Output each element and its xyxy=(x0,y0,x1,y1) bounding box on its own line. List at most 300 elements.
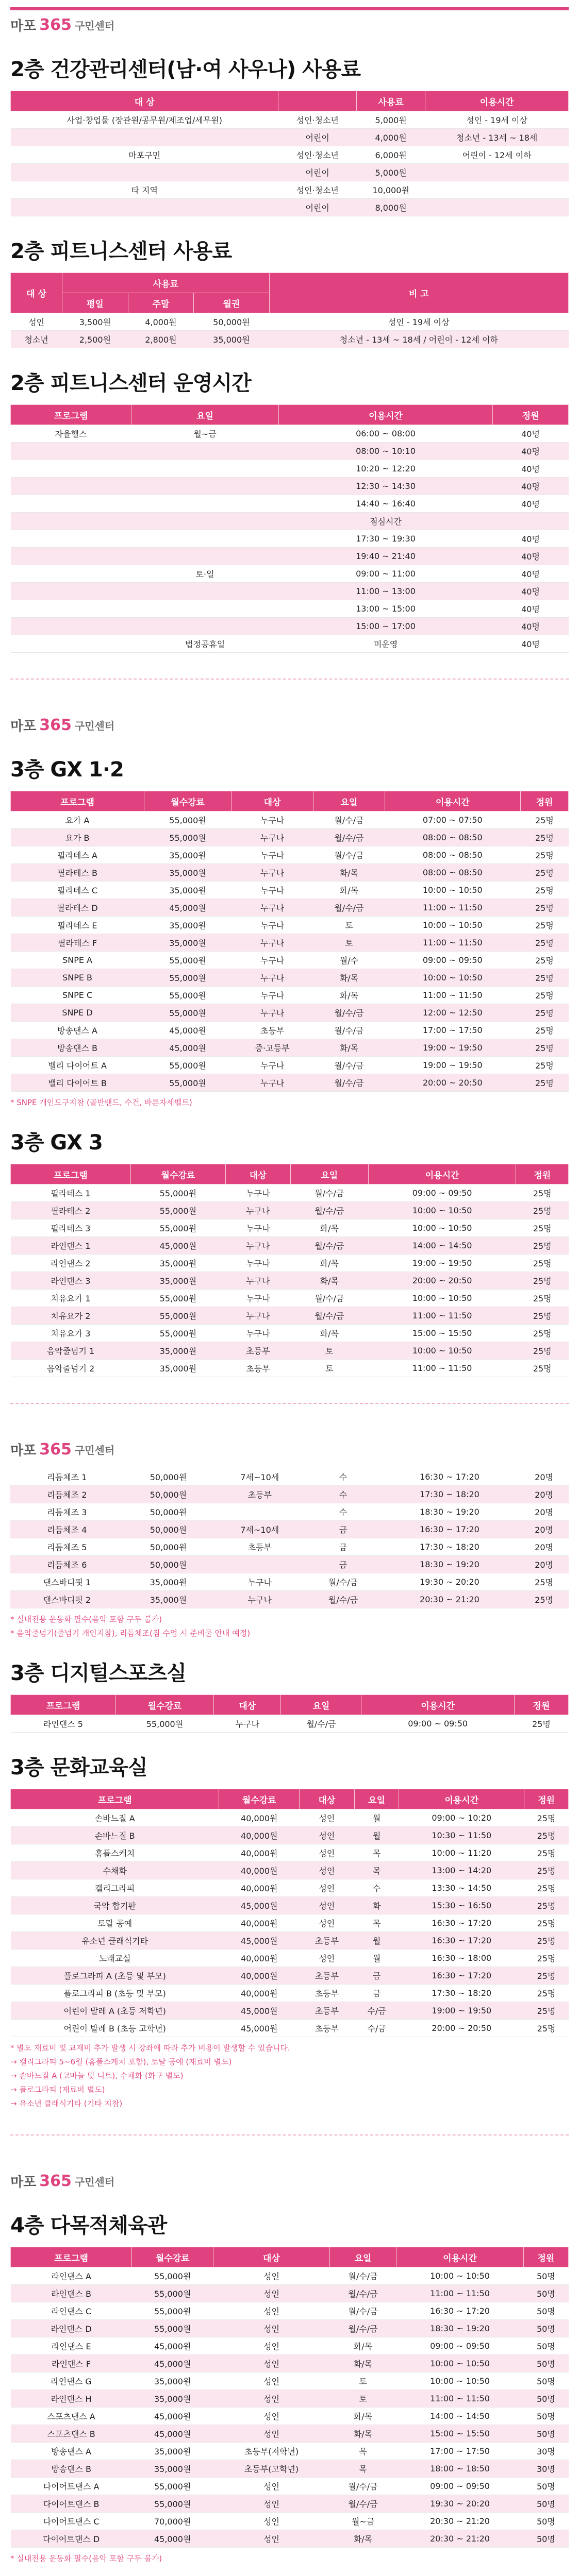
table-cell: 성인 xyxy=(300,1879,355,1897)
table-cell: 50명 xyxy=(523,2390,568,2408)
table-header-cell: 대상 xyxy=(225,1164,290,1184)
digital-title: 3층 디지털스포츠실 xyxy=(10,1662,186,1685)
table-cell: 플로그라피 B (초등 및 부모) xyxy=(11,1985,219,2002)
table-cell: 25명 xyxy=(520,1004,568,1022)
table-row xyxy=(11,146,569,164)
table-row xyxy=(11,2267,569,2285)
table-cell: 40,000원 xyxy=(219,1914,300,1932)
table-cell: 월/수/금 xyxy=(290,1290,368,1307)
table-cell xyxy=(425,181,569,199)
table-cell: 월~금 xyxy=(329,2513,396,2530)
table-cell: 월/수/금 xyxy=(281,1715,361,1733)
table-cell: 25명 xyxy=(516,1272,569,1290)
section-title xyxy=(10,1751,569,1781)
table-cell: 화/목 xyxy=(329,2425,396,2443)
table-cell: 리듬체조 3 xyxy=(10,1503,124,1521)
table-cell: 성인 xyxy=(213,2530,329,2548)
table-header-cell: 사용료 xyxy=(356,91,425,111)
table-cell xyxy=(131,495,279,513)
table-cell: 25명 xyxy=(520,811,568,829)
table-cell: 16:30 ~ 17:20 xyxy=(399,1914,524,1932)
table-cell: 13:00 ~ 15:00 xyxy=(279,600,493,618)
table-cell xyxy=(131,513,279,530)
table-cell: 목 xyxy=(329,2460,396,2478)
table-cell: 10:00 ~ 11:20 xyxy=(399,1844,524,1862)
table-cell: 40명 xyxy=(493,565,569,583)
table-row xyxy=(11,882,569,899)
table-row xyxy=(11,934,569,952)
table-cell: 11:00 ~ 13:00 xyxy=(279,583,493,600)
table-cell: 11:00 ~ 11:50 xyxy=(396,2390,523,2408)
table-cell: 토탈 공예 xyxy=(11,1914,219,1932)
table-cell: 초등부 xyxy=(231,1022,313,1039)
table-cell: 라인댄스 H xyxy=(11,2390,132,2408)
table-cell: 금 xyxy=(306,1556,379,1573)
culture-title: 3층 문화교육실 xyxy=(10,1756,147,1780)
table-cell: 35,000원 xyxy=(132,2372,213,2390)
table-header-cell: 요일 xyxy=(329,2247,396,2267)
table-cell: 월/수 xyxy=(313,952,385,969)
table-cell: 성인 xyxy=(213,2408,329,2425)
table-cell: 3,500원 xyxy=(62,313,128,331)
table-cell: 화/목 xyxy=(313,882,385,899)
table-header-cell: 월수강료 xyxy=(130,1164,225,1184)
table-cell: 25명 xyxy=(520,934,568,952)
table-cell: 25명 xyxy=(520,864,568,882)
table-cell: 누구나 xyxy=(214,1715,281,1733)
gx3-note-2: * 음악줄넘기(줄넘기 개인지참), 리듬체조(짐 수업 시 준비물 안내 예정) xyxy=(10,1629,251,1638)
table-cell: 25명 xyxy=(524,1985,569,2002)
table-header-row xyxy=(11,91,569,111)
table-cell: 25명 xyxy=(514,1715,568,1733)
table-cell: SNPE A xyxy=(11,952,144,969)
table-cell: 월/수/금 xyxy=(313,1057,385,1074)
table-header-cell: 프로그램 xyxy=(11,791,144,811)
table-cell: 목 xyxy=(354,1844,399,1862)
table-cell: 리듬체조 2 xyxy=(10,1486,124,1503)
culture-table xyxy=(10,1789,569,2037)
table-row xyxy=(10,1573,569,1591)
table-cell: 45,000원 xyxy=(144,1022,231,1039)
table-header-cell: 월수강료 xyxy=(132,2247,213,2267)
table-cell xyxy=(213,1556,306,1573)
page-break xyxy=(10,1403,569,1435)
table-row xyxy=(11,1039,569,1057)
table-row xyxy=(11,1985,569,2002)
table-cell: 09:00 ~ 09:50 xyxy=(385,952,520,969)
table-cell: 50명 xyxy=(523,2267,568,2285)
table-cell: 08:00 ~ 08:50 xyxy=(385,846,520,864)
table-cell: 25명 xyxy=(524,2020,569,2037)
table-cell: 35,000원 xyxy=(144,934,231,952)
table-row xyxy=(11,2513,569,2530)
table-header-cell: 비 고 xyxy=(269,273,568,313)
table-cell: 10:00 ~ 10:50 xyxy=(368,1219,516,1237)
table-cell: 18:30 ~ 19:20 xyxy=(380,1556,520,1573)
table-row xyxy=(11,1862,569,1879)
table-cell: 4,000원 xyxy=(356,129,425,146)
top-accent-bar xyxy=(10,7,569,10)
table-header-cell: 이용시간 xyxy=(279,405,493,425)
table-cell: 55,000원 xyxy=(132,2495,213,2513)
table-cell: 25명 xyxy=(524,1914,569,1932)
table-row xyxy=(11,443,569,460)
table-row xyxy=(11,1914,569,1932)
table-cell: 성인 xyxy=(213,2425,329,2443)
table-cell: 50명 xyxy=(523,2495,568,2513)
table-cell: 20:30 ~ 21:20 xyxy=(396,2513,523,2530)
table-cell: 성인·청소년 xyxy=(278,111,357,129)
table-cell: 누구나 xyxy=(231,829,313,846)
dome-note: * 실내전용 운동화 필수(음악 포함 구두 불가) xyxy=(10,2554,162,2563)
table-cell: 50명 xyxy=(523,2513,568,2530)
table-cell: 필라테스 3 xyxy=(11,1219,131,1237)
logo-number: 365 xyxy=(39,16,72,34)
table-cell: 55,000원 xyxy=(130,1184,225,1202)
table-cell: 16:30 ~ 17:20 xyxy=(380,1521,520,1538)
table-cell: 25명 xyxy=(524,1809,569,1827)
gx3-title: 3층 GX 3 xyxy=(10,1131,103,1155)
table-cell: 청소년 - 13세 ~ 18세 / 어린이 - 12세 이하 xyxy=(269,331,568,348)
table-cell: 화/목 xyxy=(313,969,385,987)
table-header-row xyxy=(11,1695,569,1715)
table-cell: 50명 xyxy=(523,2355,568,2372)
gx12-note: * SNPE 개인도구지참 (골반밴드, 수건, 바른자세벨트) xyxy=(10,1098,192,1107)
table-cell: 20명 xyxy=(519,1468,569,1486)
table-row xyxy=(11,1219,569,1237)
table-cell: 자율헬스 xyxy=(11,425,131,443)
sauna-table xyxy=(10,91,569,216)
table-cell: 40명 xyxy=(493,495,569,513)
table-cell: 15:30 ~ 16:50 xyxy=(399,1897,524,1914)
table-row xyxy=(11,2020,569,2037)
table-cell xyxy=(11,565,131,583)
logo-brand: 마포 xyxy=(10,1443,37,1459)
table-cell: 초등부 xyxy=(300,1932,355,1950)
table-row xyxy=(11,1022,569,1039)
table-row xyxy=(11,2320,569,2337)
table-cell: 성인 xyxy=(300,1827,355,1844)
table-cell: 월/수/금 xyxy=(313,899,385,917)
table-cell: 누구나 xyxy=(231,1004,313,1022)
table-cell: 10:20 ~ 12:20 xyxy=(279,460,493,478)
table-cell: 화/목 xyxy=(290,1219,368,1237)
table-row xyxy=(11,2495,569,2513)
table-cell: 25명 xyxy=(524,1844,569,1862)
table-cell: 40,000원 xyxy=(219,1950,300,1967)
table-row xyxy=(11,313,569,331)
table-cell: 50명 xyxy=(523,2320,568,2337)
table-cell: 성인 xyxy=(213,2478,329,2495)
table-cell: 10:30 ~ 11:50 xyxy=(399,1827,524,1844)
table-cell: 월 xyxy=(354,1809,399,1827)
table-cell: 성인·청소년 xyxy=(278,146,357,164)
table-cell xyxy=(425,164,569,181)
table-cell: 09:00 ~ 09:50 xyxy=(368,1184,516,1202)
table-cell: 40명 xyxy=(493,460,569,478)
table-row xyxy=(11,1272,569,1290)
table-cell: 수 xyxy=(306,1503,379,1521)
table-header-cell: 정원 xyxy=(524,1789,569,1809)
gx12-title: 3층 GX 1·2 xyxy=(10,758,124,782)
table-cell: 10:00 ~ 10:50 xyxy=(368,1342,516,1360)
table-header-cell: 정원 xyxy=(516,1164,569,1184)
table-cell: 50,000원 xyxy=(194,313,269,331)
table-row xyxy=(11,987,569,1004)
table-cell: 07:00 ~ 07:50 xyxy=(385,811,520,829)
table-cell: 11:00 ~ 11:50 xyxy=(368,1307,516,1325)
table-cell: 45,000원 xyxy=(219,1932,300,1950)
table-header-row xyxy=(11,2247,569,2267)
table-cell xyxy=(11,548,131,565)
table-cell: 09:00 ~ 10:20 xyxy=(399,1809,524,1827)
table-row xyxy=(11,2408,569,2425)
table-cell: 50,000원 xyxy=(124,1486,213,1503)
table-header-cell: 정원 xyxy=(523,2247,568,2267)
table-cell: 40명 xyxy=(493,635,569,653)
table-cell: 40명 xyxy=(493,443,569,460)
table-cell: 방송댄스 A xyxy=(11,2443,132,2460)
table-cell: 치유요가 2 xyxy=(11,1307,131,1325)
table-cell: 25명 xyxy=(524,1862,569,1879)
table-cell: 금 xyxy=(306,1538,379,1556)
table-cell: 누구나 xyxy=(225,1237,290,1255)
table-cell: 11:00 ~ 11:50 xyxy=(385,899,520,917)
table-cell: 25명 xyxy=(516,1219,569,1237)
table-cell: 40,000원 xyxy=(219,1862,300,1879)
table-cell: 50명 xyxy=(523,2337,568,2355)
table-cell: 금 xyxy=(306,1521,379,1538)
table-row xyxy=(11,1325,569,1342)
table-header-cell: 대 상 xyxy=(11,91,278,111)
table-cell xyxy=(425,199,569,216)
table-cell: 25명 xyxy=(520,952,568,969)
table-header-cell: 이용시간 xyxy=(361,1695,515,1715)
table-cell: 성인 xyxy=(213,2302,329,2320)
table-cell: 청소년 xyxy=(11,331,62,348)
logo-suffix: 구민센터 xyxy=(74,20,115,32)
table-header-cell xyxy=(278,91,357,111)
table-row xyxy=(11,164,569,181)
table-cell: 성인 xyxy=(213,2495,329,2513)
table-cell: 목 xyxy=(354,1862,399,1879)
table-header-cell: 대상 xyxy=(213,2247,329,2267)
table-cell xyxy=(11,164,278,181)
table-cell xyxy=(11,618,131,635)
table-cell: 25명 xyxy=(524,1879,569,1897)
table-cell xyxy=(131,600,279,618)
table-header-row xyxy=(11,791,569,811)
table-cell: 25명 xyxy=(520,882,568,899)
table-row xyxy=(11,530,569,548)
table-cell: 방송댄스 B xyxy=(11,1039,144,1057)
table-cell xyxy=(131,548,279,565)
table-cell: 손바느질 B xyxy=(11,1827,219,1844)
table-cell: 화/목 xyxy=(329,2355,396,2372)
table-cell: 방송댄스 A xyxy=(11,1022,144,1039)
gx3-continued-table xyxy=(10,1468,569,1608)
table-cell: 다이어트댄스 B xyxy=(11,2495,132,2513)
table-cell: 25명 xyxy=(516,1307,569,1325)
table-cell: 손바느질 A xyxy=(11,1809,219,1827)
table-cell: 월~금 xyxy=(131,425,279,443)
table-row xyxy=(11,618,569,635)
table-cell: 누구나 xyxy=(231,882,313,899)
table-cell: 19:00 ~ 19:50 xyxy=(368,1255,516,1272)
table-cell: 성인 - 19세 이상 xyxy=(425,111,569,129)
table-cell: 10:00 ~ 10:50 xyxy=(385,882,520,899)
table-cell: 7세~10세 xyxy=(213,1468,306,1486)
table-cell: 25명 xyxy=(520,969,568,987)
table-row xyxy=(11,1897,569,1914)
table-cell: 금 xyxy=(354,1967,399,1985)
table-cell: 라인댄스 2 xyxy=(11,1255,131,1272)
gx3-table xyxy=(10,1164,569,1377)
table-cell: 55,000원 xyxy=(144,1074,231,1092)
culture-note: → 유소년 클래식기타 (기타 지참) xyxy=(10,2099,123,2108)
table-cell: 55,000원 xyxy=(130,1307,225,1325)
table-cell: 14:00 ~ 14:50 xyxy=(368,1237,516,1255)
table-cell: 리듬체조 4 xyxy=(10,1521,124,1538)
table-header-cell: 대상 xyxy=(300,1789,355,1809)
table-cell: 토 xyxy=(290,1342,368,1360)
table-cell: 45,000원 xyxy=(132,2355,213,2372)
table-cell: 초등부 xyxy=(225,1342,290,1360)
table-cell: 55,000원 xyxy=(144,1004,231,1022)
table-cell: 수/금 xyxy=(354,2020,399,2037)
table-cell: 35,000원 xyxy=(194,331,269,348)
table-cell: 11:00 ~ 11:50 xyxy=(385,987,520,1004)
culture-note: * 별도 재료비 및 교재비 추가 발생 시 강좌에 따라 추가 비용이 발생할 수 있습니다. xyxy=(10,2043,290,2053)
table-cell: 다이어트댄스 C xyxy=(11,2513,132,2530)
table-cell xyxy=(11,460,131,478)
table-row xyxy=(11,548,569,565)
table-cell: 15:00 ~ 15:50 xyxy=(396,2425,523,2443)
fitness-fee-table xyxy=(10,273,569,348)
table-cell: 45,000원 xyxy=(132,2337,213,2355)
table-row xyxy=(11,1255,569,1272)
table-cell: 성인 xyxy=(213,2513,329,2530)
table-cell: 성인 xyxy=(300,1844,355,1862)
table-cell xyxy=(11,635,131,653)
table-cell: 55,000원 xyxy=(132,2267,213,2285)
table-cell: 25명 xyxy=(516,1202,569,1219)
logo-suffix: 구민센터 xyxy=(74,1444,115,1456)
table-cell: 월/수/금 xyxy=(329,2478,396,2495)
table-cell: 성인 xyxy=(213,2285,329,2302)
table-cell: 19:40 ~ 21:40 xyxy=(279,548,493,565)
table-row xyxy=(11,1715,569,1733)
table-cell xyxy=(131,478,279,495)
table-cell: 성인·청소년 xyxy=(278,181,357,199)
table-header-cell: 월수강료 xyxy=(115,1695,213,1715)
dome-title: 4층 다목적체육관 xyxy=(10,2214,167,2238)
table-cell: 성인 xyxy=(213,2355,329,2372)
center-logo xyxy=(10,1440,569,1459)
table-cell: 50,000원 xyxy=(124,1538,213,1556)
table-cell: 월 xyxy=(354,1827,399,1844)
table-cell: 월/수/금 xyxy=(313,1022,385,1039)
table-cell: 화/목 xyxy=(329,2337,396,2355)
table-cell: 25명 xyxy=(524,1967,569,1985)
table-cell: 타 지역 xyxy=(11,181,278,199)
table-cell: 40,000원 xyxy=(219,1985,300,2002)
table-cell: 방송댄스 B xyxy=(11,2460,132,2478)
table-cell: 점심시간 xyxy=(279,513,493,530)
table-cell: 45,000원 xyxy=(130,1237,225,1255)
table-cell: 18:00 ~ 18:50 xyxy=(396,2460,523,2478)
table-cell: 50명 xyxy=(523,2302,568,2320)
table-cell: 55,000원 xyxy=(115,1715,213,1733)
table-cell: 어린이 발레 B (초등 고학년) xyxy=(11,2020,219,2037)
table-cell: 성인 xyxy=(213,2267,329,2285)
table-header-cell: 요일 xyxy=(290,1164,368,1184)
table-cell: 성인 xyxy=(11,313,62,331)
table-cell: 초등부(고학년) xyxy=(213,2460,329,2478)
table-cell: 성인 xyxy=(300,1809,355,1827)
table-cell: 17:00 ~ 17:50 xyxy=(396,2443,523,2460)
table-cell: 초등부 xyxy=(300,2002,355,2020)
table-cell: 화/목 xyxy=(313,987,385,1004)
table-header-cell: 대상 xyxy=(214,1695,281,1715)
table-cell: 라인댄스 C xyxy=(11,2302,132,2320)
table-cell: 18:30 ~ 19:20 xyxy=(380,1503,520,1521)
table-cell: 누구나 xyxy=(225,1307,290,1325)
table-cell: 35,000원 xyxy=(124,1591,213,1608)
culture-note: → 플로그라피 (재료비 별도) xyxy=(10,2085,105,2094)
table-cell: 10:00 ~ 10:50 xyxy=(396,2267,523,2285)
table-cell: 20명 xyxy=(519,1503,569,1521)
table-cell: 초등부 xyxy=(225,1360,290,1377)
table-cell: 35,000원 xyxy=(130,1360,225,1377)
table-cell: 초등부 xyxy=(300,2020,355,2037)
table-cell: 10,000원 xyxy=(356,181,425,199)
table-header-cell: 이용시간 xyxy=(425,91,569,111)
table-cell: 필라테스 2 xyxy=(11,1202,131,1219)
table-cell: 25명 xyxy=(524,1950,569,1967)
table-cell: 화/목 xyxy=(313,864,385,882)
table-cell: 성인 xyxy=(213,2390,329,2408)
table-cell: 성인 xyxy=(213,2372,329,2390)
table-cell: 누구나 xyxy=(225,1325,290,1342)
table-cell: 누구나 xyxy=(231,987,313,1004)
table-cell: 19:00 ~ 19:50 xyxy=(385,1057,520,1074)
table-cell: 8,000원 xyxy=(356,199,425,216)
table-cell: 치유요가 3 xyxy=(11,1325,131,1342)
fitness-fee-title: 2층 피트니스센터 사용료 xyxy=(10,240,232,263)
table-row xyxy=(10,1556,569,1573)
table-cell: 45,000원 xyxy=(132,2408,213,2425)
table-header-cell: 사용료 xyxy=(62,273,269,293)
table-header-row xyxy=(11,405,569,425)
table-cell: 15:00 ~ 15:50 xyxy=(368,1325,516,1342)
table-cell: 09:00 ~ 09:50 xyxy=(396,2337,523,2355)
table-cell: 50,000원 xyxy=(124,1503,213,1521)
table-row xyxy=(11,1057,569,1074)
table-row xyxy=(11,181,569,199)
logo-brand: 마포 xyxy=(10,719,37,734)
table-cell: 40명 xyxy=(493,530,569,548)
table-cell: 필라테스 F xyxy=(11,934,144,952)
table-cell: 월/수/금 xyxy=(290,1237,368,1255)
table-cell: 25명 xyxy=(520,1039,568,1057)
logo-brand: 마포 xyxy=(10,19,37,34)
table-cell: 40,000원 xyxy=(219,1967,300,1985)
table-cell: 11:00 ~ 11:50 xyxy=(396,2285,523,2302)
table-cell: 12:30 ~ 14:30 xyxy=(279,478,493,495)
table-cell: 40,000원 xyxy=(219,1809,300,1827)
table-row xyxy=(11,811,569,829)
